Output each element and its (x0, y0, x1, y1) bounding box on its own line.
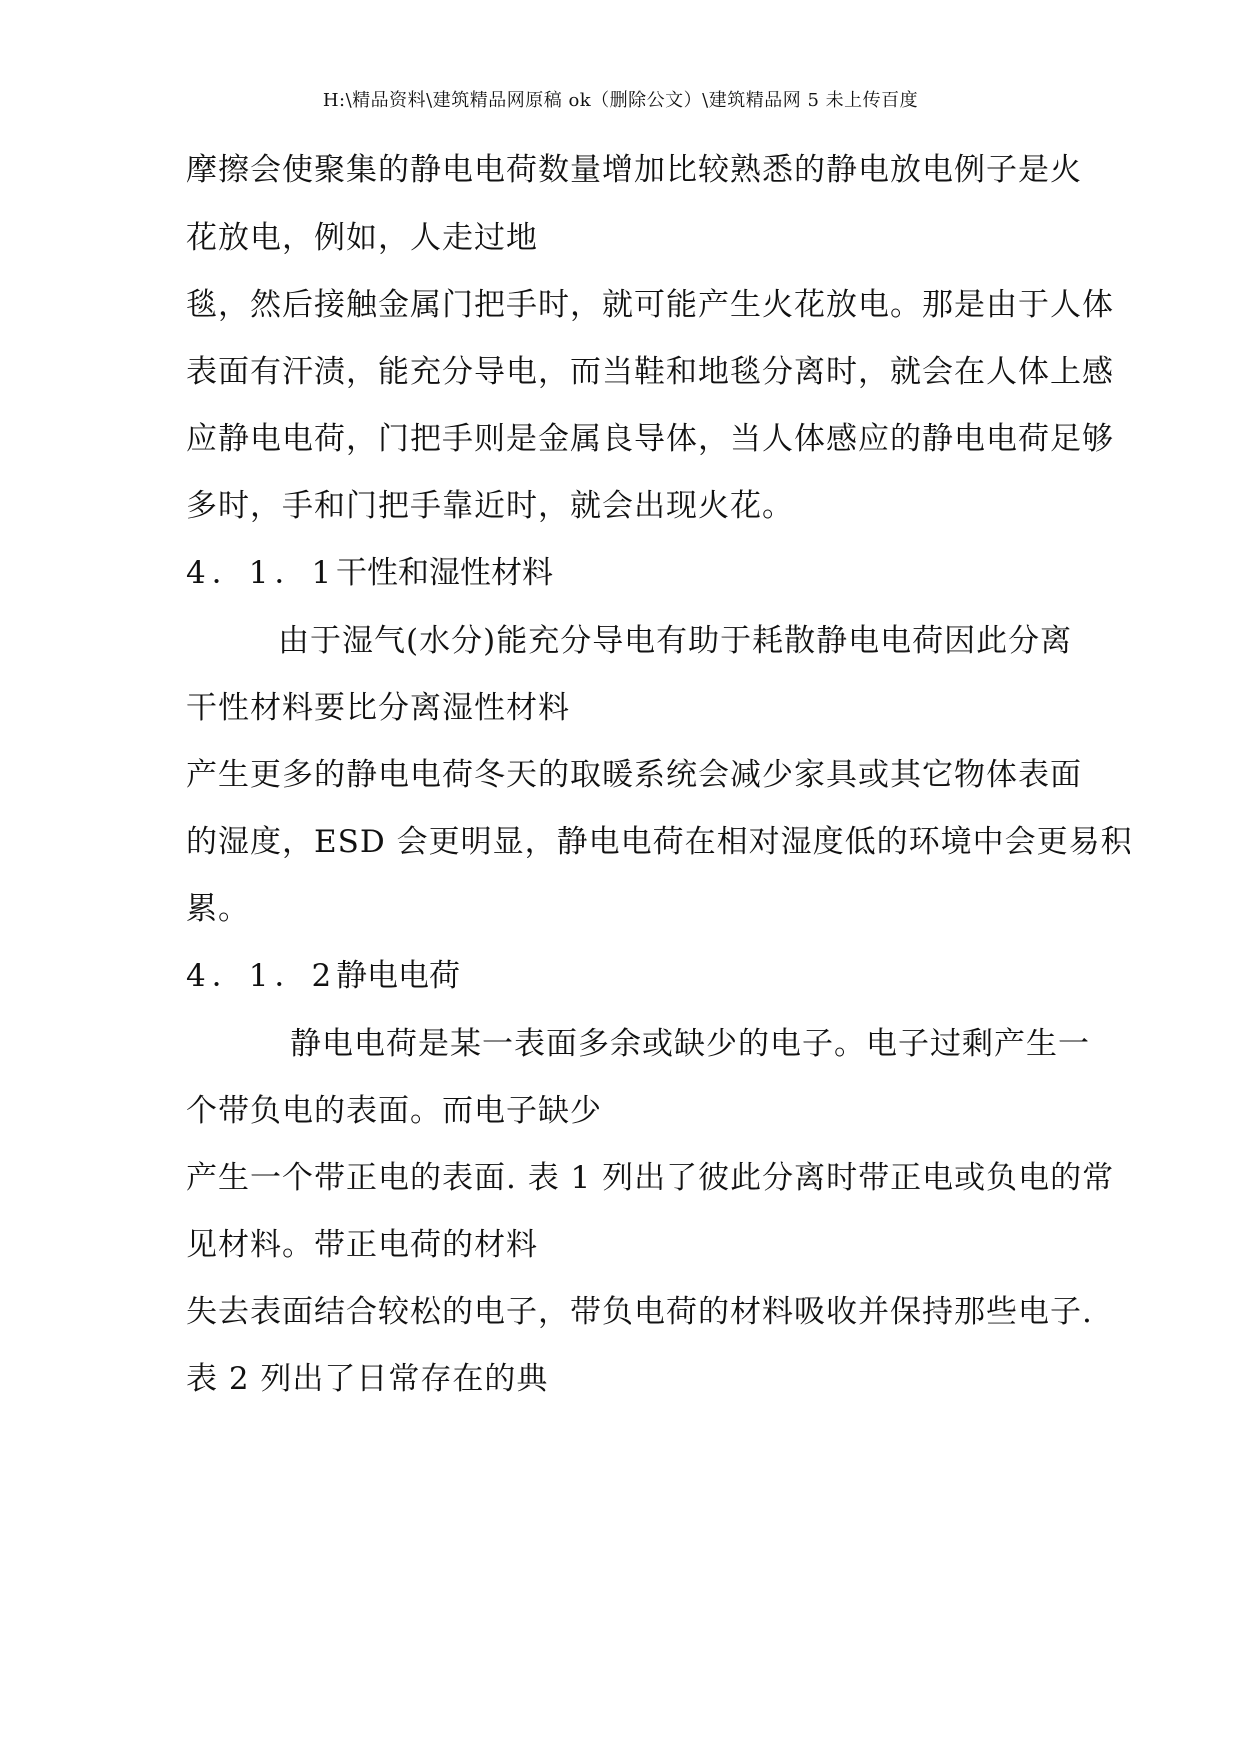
header-file-path: H:\精品资料\建筑精品网原稿 ok（删除公文）\建筑精品网 5 未上传百度 (322, 90, 919, 111)
paragraph-line: 由于湿气(水分)能充分导电有助于耗散静电电荷因此分离 (278, 623, 1073, 659)
paragraph-line: 个带负电的表面。而电子缺少 (186, 1093, 602, 1129)
section-heading-4-1-2 (186, 956, 460, 996)
paragraph-line: 静电电荷是某一表面多余或缺少的电子。电子过剩产生一 (290, 1026, 1090, 1062)
paragraph-line: 表面有汗渍，能充分导电，而当鞋和地毯分离时，就会在人体上感 (186, 354, 1114, 390)
paragraph-line: 应静电电荷，门把手则是金属良导体，当人体感应的静电电荷足够 (186, 421, 1114, 457)
paragraph-line: 表 2 列出了日常存在的典 (186, 1361, 549, 1397)
paragraph-line: 干性材料要比分离湿性材料 (186, 690, 570, 726)
section-title: 干性和湿性材料 (336, 555, 553, 591)
paragraph-line: 产生更多的静电电荷冬天的取暖系统会减少家具或其它物体表面 (186, 757, 1082, 793)
section-heading-4-1-1 (186, 553, 553, 593)
paragraph-line: 花放电，例如，人走过地 (186, 220, 538, 256)
paragraph-line: 摩擦会使聚集的静电电荷数量增加比较熟悉的静电放电例子是火 (186, 152, 1082, 188)
section-title: 静电电荷 (336, 958, 460, 994)
paragraph-line: 产生一个带正电的表面. 表 1 列出了彼此分离时带正电或负电的常 (186, 1160, 1115, 1196)
paragraph-line: 见材料。带正电荷的材料 (186, 1227, 538, 1263)
section-number: 4．1．1 (186, 555, 338, 591)
paragraph-line: 的湿度，ESD 会更明显，静电电荷在相对湿度低的环境中会更易积 (186, 824, 1133, 860)
section-number: 4．1．2 (186, 958, 338, 994)
paragraph-line: 失去表面结合较松的电子，带负电荷的材料吸收并保持那些电子. (186, 1294, 1093, 1330)
paragraph-line: 多时，手和门把手靠近时，就会出现火花。 (186, 488, 794, 524)
paragraph-line: 累。 (186, 891, 250, 927)
paragraph-line: 毯，然后接触金属门把手时，就可能产生火花放电。那是由于人体 (186, 287, 1114, 323)
